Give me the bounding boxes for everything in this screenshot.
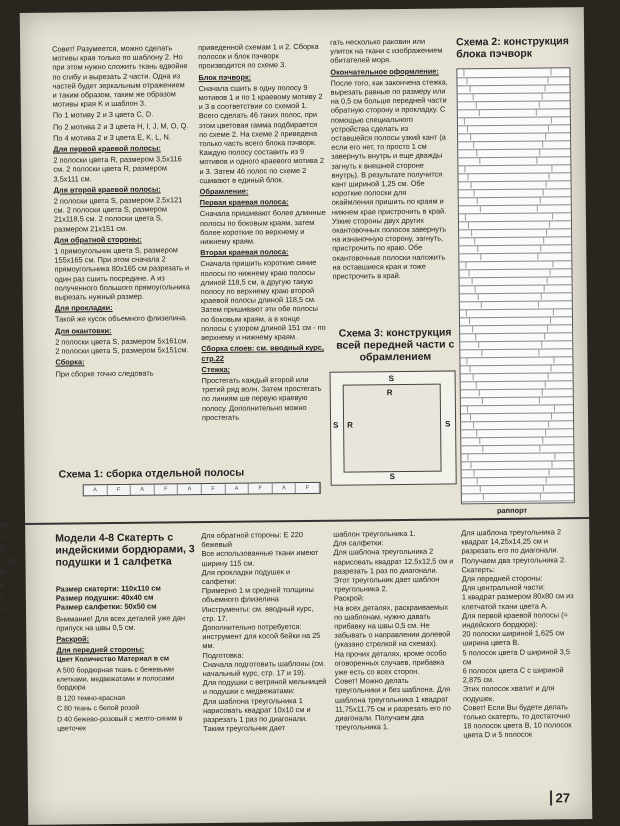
text: приведенной схемам 1 и 2. Сборка полосок и блок пэчворк производится по схеме 3. <box>198 41 319 71</box>
text: гать несколько раковин или улиток на ткани с изображением обитателей моря. <box>330 36 443 66</box>
material-table <box>57 656 200 734</box>
frame-label-s-top: S <box>388 374 395 384</box>
rapport-label: раппорт <box>496 505 528 516</box>
text: Сначала сшить в одну полосу 9 мотивов 1 и по 1 краевому мотиву 2 и 3 в соответствии со схемой 1. Всего сделать 46 таких полос, при этом цветовая гамма подбирается по схеме 2. На схеме 2 приведена только часть всего блока пэчворк. Каждую полосу составить из 9 мотивов и одного краевого мотива 2 и 3. Затем 46 полос по схеме 2 сшивают в единый блок. <box>198 82 325 185</box>
heading: Окончательное оформление: <box>330 66 439 77</box>
bottom-column-2: Для обратной стороны: E 220 бежевый Все использованные ткани имеют ширину 115 см. Для прокладки подушек и салфетки: Примерно 1 м средней толщины объемного флизелина Инструменты: см. вводный курс, стр. 17. Дополнительно потребуется: инструмент для косой бейки на 25 мм. Подготовка: Сначала подготовить шаблоны (см. начальный курс, стр. 17 и 19). Для подушки с ветряной мельницей и подушки с медвежатами: Для шаблона треугольника 1 нарисовать квадрат 10х10 см и разрезать 1 раз по диагонали. Таким треугольник дает <box>201 530 327 734</box>
frame-label-r-left: R <box>347 420 353 430</box>
text: 2 полоски цвета R, размером 3,5х116 см. 2 полоски цвета R, размером 3,5х111 см. <box>53 154 182 184</box>
fragment: D <box>0 606 6 613</box>
text: 1 прямоугольник цвета S, размером 155х165 см. При этом сначала 2 прямоугольника 80х165 см разрезать и один раз сшить посредине. А из полученного большого прямоугольника вырезать нужный размер. <box>54 245 190 302</box>
intro-text: Совет! Разумеется, можно сделать мотивы края только по шаблону 2. Но при этом нужно сложить ткань вдвойне по сгибу и вырезать 2 части. Одна из частей будет зеркальным отражением и таким образом, таким же образом мотивы края K и шаблон 3. <box>52 43 188 109</box>
text: 2 полоски цвета S, размером 5х161см. 2 полоски цвета S, размером 5х151см. <box>55 336 189 356</box>
heading: Для обратной стороны: <box>54 234 142 245</box>
heading: Первая краевая полоса: <box>199 197 289 208</box>
text: После того, как закончена стежка, вырезать равные по размеру или на 0,5 см больше передней части обратную сторону и прокладку. С помощью специального устройства сделать из оставшейся полосы узкий кант (а если его нет, то просто 1 см завернуть внутрь и еще дважды загнуть к внешней стороне внутрь). В результате получится кант шириной 1,25 см. Обе короткие полоски для окаймления пришить по краям и нижнем крае пристрочить в край. Узкие стороны двух других окантовочных полосок завернуть на изнаночную сторону, загнуть, пристрочить по краю. Обе окантовочные полоски наложить на оставшиеся края и тоже пристрочить в край. <box>330 77 448 281</box>
heading: Для передней стороны: <box>56 644 145 655</box>
strip-cell: F <box>249 483 273 493</box>
scheme-2-title: Схема 2: конструкция блока пэчворк <box>456 35 569 61</box>
heading: Сборка слоев: см. вводный курс, стр.22 <box>201 343 324 363</box>
text: Сначала пришивают более длинные полосы по боковым краям, затем более короткие по верхнему и нижнему краям. <box>199 208 326 247</box>
frame-label-s-left: S <box>333 420 339 430</box>
strip-cell: A <box>84 485 108 495</box>
fragment: K, L, <box>0 534 15 541</box>
strip-cell: F <box>154 484 178 494</box>
strip-cell: A <box>225 484 249 494</box>
grid-row <box>462 492 574 502</box>
frame-label-s-right: S <box>445 419 451 429</box>
heading: Для первой краевой полосы: <box>53 143 161 154</box>
bottom-column-4: Для шаблона треугольника 2 квадрат 14,25х14,25 см и разрезать его по диагонали. Получаем два треугольника 2. Скатерть: Для передней стороны: Для центральной части: 1 квадрат размером 80х80 см из клетчатой ткани цвета A. Для первой краевой полосы (= индейского бордюра): 20 полоски шириной 1,625 см ширина цвета B. 5 полосок цвета D шириной 3,5 см 6 полосок цвета C с шириной 2,875 см. Этих полосок хватит и для подушек. Совет! Если Вы будете делать только скатерть, то достаточно 18 полосок цвета B, 10 полосок цвета D и 5 полосок <box>461 527 574 740</box>
fragment: ь <box>0 594 4 601</box>
table-row: B 120 темно-красная <box>56 694 126 703</box>
scheme-3-title: Схема 3: конструкция всей передней части с обрамлением <box>336 326 455 364</box>
heading: Для второй краевой полосы: <box>53 184 161 195</box>
strip-cell: A <box>131 485 155 495</box>
strip-cell: F <box>296 483 320 493</box>
table-row: D 40 бежево-розовый с желто-синим в цветочек <box>57 715 183 733</box>
magazine-page <box>20 7 592 825</box>
fragment: D. <box>0 546 7 553</box>
bottom-column-3: шаблон треугольника 1. Для салфетки: Для шаблона треугольника 2 нарисовать квадрат 12,5х12,5 см и разрезать 1 раз по диагонали. Этот треугольник дает шаблон треугольника 2. Раскрой: На всех деталях, раскраиваемых по шаблонам, нужно давать прибавку на швы 0,5 см. Не забывать о направлении долевой (указано стрелкой на схемах). На прочих деталях, кроме особо оговоренных случаев, прибавка уже есть со всех сторон. Совет! Можно делать треугольники и без шаблона. Для шаблона треугольника 1 квадрат 11,75х11,75 см и разрезать его по диагонали. Получаем два треугольника 1. <box>333 528 454 732</box>
table-row: A 500 бордюрная ткань с бежевыми клетками, медвежатами и полосами бордюра <box>56 666 175 692</box>
fragment: H, I, <box>0 570 13 577</box>
strip-cell: A <box>178 484 202 494</box>
fragment: н <box>0 582 4 589</box>
strip-cell: F <box>107 485 131 495</box>
heading: Стежка: <box>201 364 231 374</box>
motif-line-2: По 2 мотива 2 и 3 цвета H, I, J, M, O, Q. <box>52 120 189 132</box>
text: При сборке точно следовать <box>55 368 154 379</box>
bottom-column-1 <box>56 583 200 736</box>
fragment: см <box>0 522 9 529</box>
strip-cell: A <box>272 483 296 493</box>
model-title: Модели 4-8 Скатерть с индейскими бордюрами, 3 подушки и 1 салфетка <box>55 531 195 569</box>
scheme-1-strip <box>83 482 321 496</box>
motif-line-3: По 4 мотива 2 и 3 цвета E, K, L, N. <box>53 132 171 143</box>
heading: Сборка: <box>55 357 85 367</box>
text: Сначала пришить короткие синие полосы по нижнему краю полосы длиной 118,5 см, а другую такую полосу по верхнему краю второй краевой полосы длиной 118,5 см. Затем пришивают эти обе полосы по боковым краям, а в конце полосы с узором длиной 151 см - по верхнему и нижнему краям. <box>200 258 326 343</box>
frame-label-s-bottom: S <box>389 472 396 482</box>
table-row: C 80 ткань с белой розой <box>57 705 140 714</box>
warning: Внимание! Для всех деталей уже дан припуск на швы 0,5 см. <box>56 612 186 633</box>
heading: Обрамление: <box>199 186 249 197</box>
page-number: 27 <box>549 790 570 805</box>
strip-cell: F <box>202 484 226 494</box>
heading: Для окантовки: <box>55 325 112 336</box>
table-head: Цвет Количество Материал в см <box>56 655 170 665</box>
text: 2 полоски цвета S, размером 2,5х121 см. 2 полоски цвета S, размером 21х118,5 см. 2 полоски цвета S, размером 21х151 см. <box>53 195 183 234</box>
frame-label-r-top: R <box>386 388 393 398</box>
scheme-3-frame <box>330 370 457 485</box>
column-2 <box>198 42 328 424</box>
heading: Для прокладки: <box>54 303 113 313</box>
heading: Блок пэчворк: <box>198 72 252 82</box>
fragment: J, M, <box>0 558 16 565</box>
scheme-2-grid <box>456 67 575 504</box>
heading: Раскрой: <box>56 634 90 644</box>
scheme-1-title: Схема 1: сборка отдельной полосы <box>58 466 245 481</box>
column-1 <box>52 43 194 380</box>
heading: Вторая краевая полоса: <box>200 247 289 258</box>
column-3 <box>330 36 451 283</box>
text: Простегать каждый второй или третий ряд волн. Затем простегать по линиям шв первую краевую полосу. Дополнительно можно простегать <box>201 374 322 422</box>
sizes: Размер скатерти: 110х110 см Размер подушки: 40х40 см Размер салфетки: 50х50 см <box>55 583 161 613</box>
text: Такой же кусок объемного флизелина. <box>54 313 188 325</box>
motif-line-1: По 1 мотиву 2 и 3 цвета C, D. <box>52 110 154 121</box>
facing-page-edge <box>0 520 15 616</box>
divider <box>25 517 589 525</box>
